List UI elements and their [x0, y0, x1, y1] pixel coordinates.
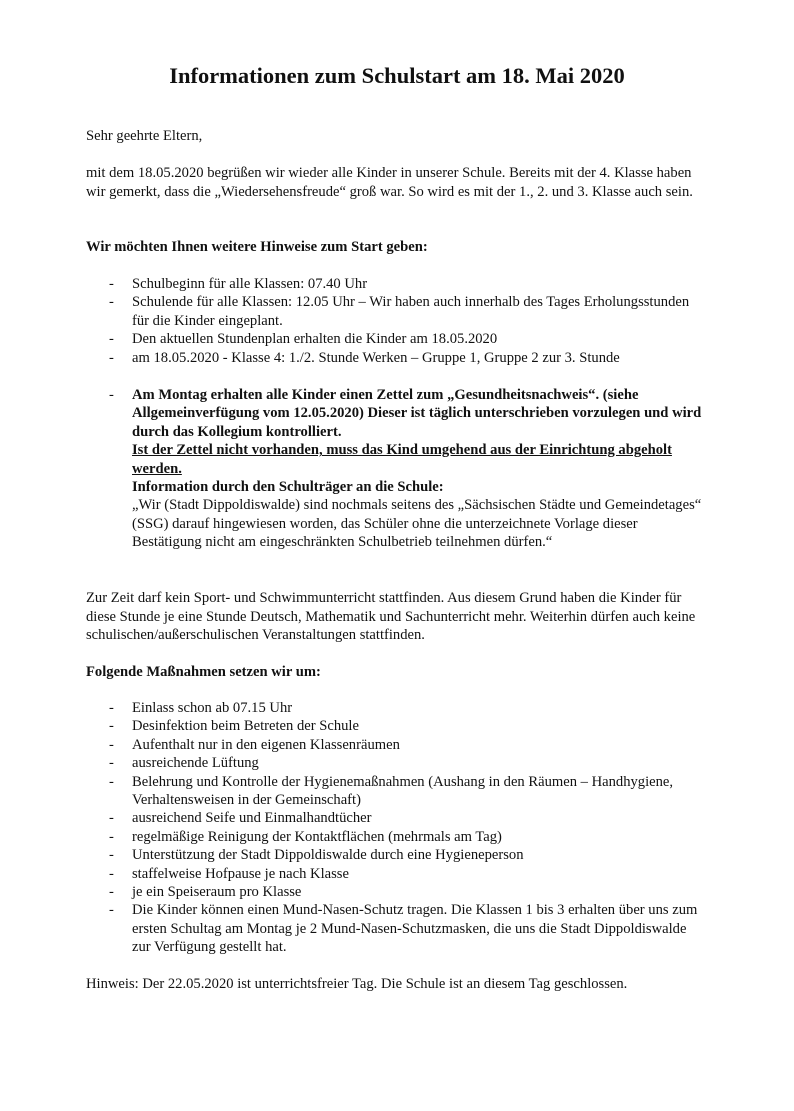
- bullet-dash: -: [109, 387, 114, 403]
- bullet-dash: -: [109, 331, 114, 348]
- bullet-dash: -: [109, 902, 114, 919]
- bullet-dash: -: [109, 700, 114, 716]
- bullet-dash: -: [109, 884, 114, 901]
- hints-heading: Wir möchten Ihnen weitere Hinweise zum Start geben:: [86, 239, 428, 255]
- list-item: - Desinfektion beim Betreten der Schule: [109, 718, 359, 735]
- bullet-dash: -: [109, 865, 114, 882]
- measures-list: [86, 699, 706, 957]
- bullet-dash: -: [109, 810, 114, 827]
- intro-paragraph: mit dem 18.05.2020 begrüßen wir wieder alle Kinder in unserer Schule. Bereits mit der 4. Klasse haben wir gemerkt, dass die „Wiedersehensfreude“ groß war. So wird es mit der 1., 2. und 3. Klasse auch sein.: [86, 165, 693, 200]
- list-item: - Schulbeginn für alle Klassen: 07.40 Uhr: [109, 276, 368, 292]
- list-item: - Einlass schon ab 07.15 Uhr: [109, 700, 293, 716]
- bullet-dash: -: [109, 294, 114, 311]
- list-item: - Aufenthalt nur in den eigenen Klassenräumen: [109, 736, 400, 753]
- list-item: - Schulende für alle Klassen: 12.05 Uhr – Wir haben auch innerhalb des Tages Erholungsstunden für die Kinder eingeplant.: [109, 294, 690, 329]
- bullet-dash: -: [109, 349, 114, 366]
- list-item: - ausreichend Seife und Einmalhandtücher: [109, 810, 372, 827]
- list-item: [86, 386, 706, 552]
- bullet-dash: -: [109, 847, 114, 864]
- school-authority-quote: „Wir (Stadt Dippoldiswalde) sind nochmals seitens des „Sächsischen Städte und Gemeindetages“ (SSG) darauf hingewiesen worden, das Schüler ohne die unterzeichnete Vorlage dieser Bestätigung nicht am eingeschränkten Schulbetrieb teilnehmen dürfen.“: [132, 497, 702, 551]
- bullet-dash: -: [109, 718, 114, 735]
- measures-heading: Folgende Maßnahmen setzen wir um:: [86, 664, 321, 680]
- bullet-dash: -: [109, 736, 114, 753]
- health-notice-text: Am Montag erhalten alle Kinder einen Zettel zum „Gesundheitsnachweis“. (siehe Allgemeinverfügung vom 12.05.2020) Dieser ist täglich unterschrieben vorzulegen und wird durch das Kollegium kontrolliert.: [132, 387, 702, 440]
- health-notice-list: [86, 386, 706, 552]
- bullet-dash: -: [109, 276, 114, 292]
- closing-note: Hinweis: Der 22.05.2020 ist unterrichtsfreier Tag. Die Schule ist an diesem Tag geschlossen.: [86, 976, 628, 992]
- list-item: - ausreichende Lüftung: [109, 755, 259, 772]
- health-notice-warning: Ist der Zettel nicht vorhanden, muss das Kind umgehend aus der Einrichtung abgeholt werden.: [132, 442, 672, 477]
- salutation: Sehr geehrte Eltern,: [86, 128, 203, 144]
- list-item: - Die Kinder können einen Mund-Nasen-Schutz tragen. Die Klassen 1 bis 3 erhalten über uns zum ersten Schultag am Montag je 2 Mund-Nasen-Schutzmasken, die uns die Stadt Dippoldiswalde zur Verfügung gestellt hat.: [109, 902, 698, 956]
- list-item: - Belehrung und Kontrolle der Hygienemaßnahmen (Aushang in den Räumen – Handhygiene, Verhaltensweisen in der Gemeinschaft): [109, 773, 674, 809]
- bullet-dash: -: [109, 828, 114, 845]
- list-item: - staffelweise Hofpause je nach Klasse: [109, 865, 349, 882]
- page-title: Informationen zum Schulstart am 18. Mai 2020: [169, 63, 625, 88]
- list-item: - je ein Speiseraum pro Klasse: [109, 884, 302, 901]
- list-item: - Den aktuellen Stundenplan erhalten die Kinder am 18.05.2020: [109, 331, 498, 348]
- list-item: - am 18.05.2020 - Klasse 4: 1./2. Stunde Werken – Gruppe 1, Gruppe 2 zur 3. Stunde: [109, 349, 620, 366]
- bullet-dash: -: [109, 773, 114, 790]
- list-item: - Unterstützung der Stadt Dippoldiswalde durch eine Hygieneperson: [109, 847, 524, 864]
- sport-paragraph: Zur Zeit darf kein Sport- und Schwimmunterricht stattfinden. Aus diesem Grund haben die Kinder für diese Stunde je eine Stunde Deutsch, Mathematik und Sachunterricht mehr. Weiterhin dürfen auch keine schulischen/außerschulischen Veranstaltungen stattfinden.: [86, 590, 696, 644]
- hints-list: [86, 275, 706, 367]
- list-item: - regelmäßige Reinigung der Kontaktflächen (mehrmals am Tag): [109, 828, 502, 845]
- school-authority-heading: Information durch den Schulträger an die Schule:: [132, 479, 444, 496]
- bullet-dash: -: [109, 755, 114, 772]
